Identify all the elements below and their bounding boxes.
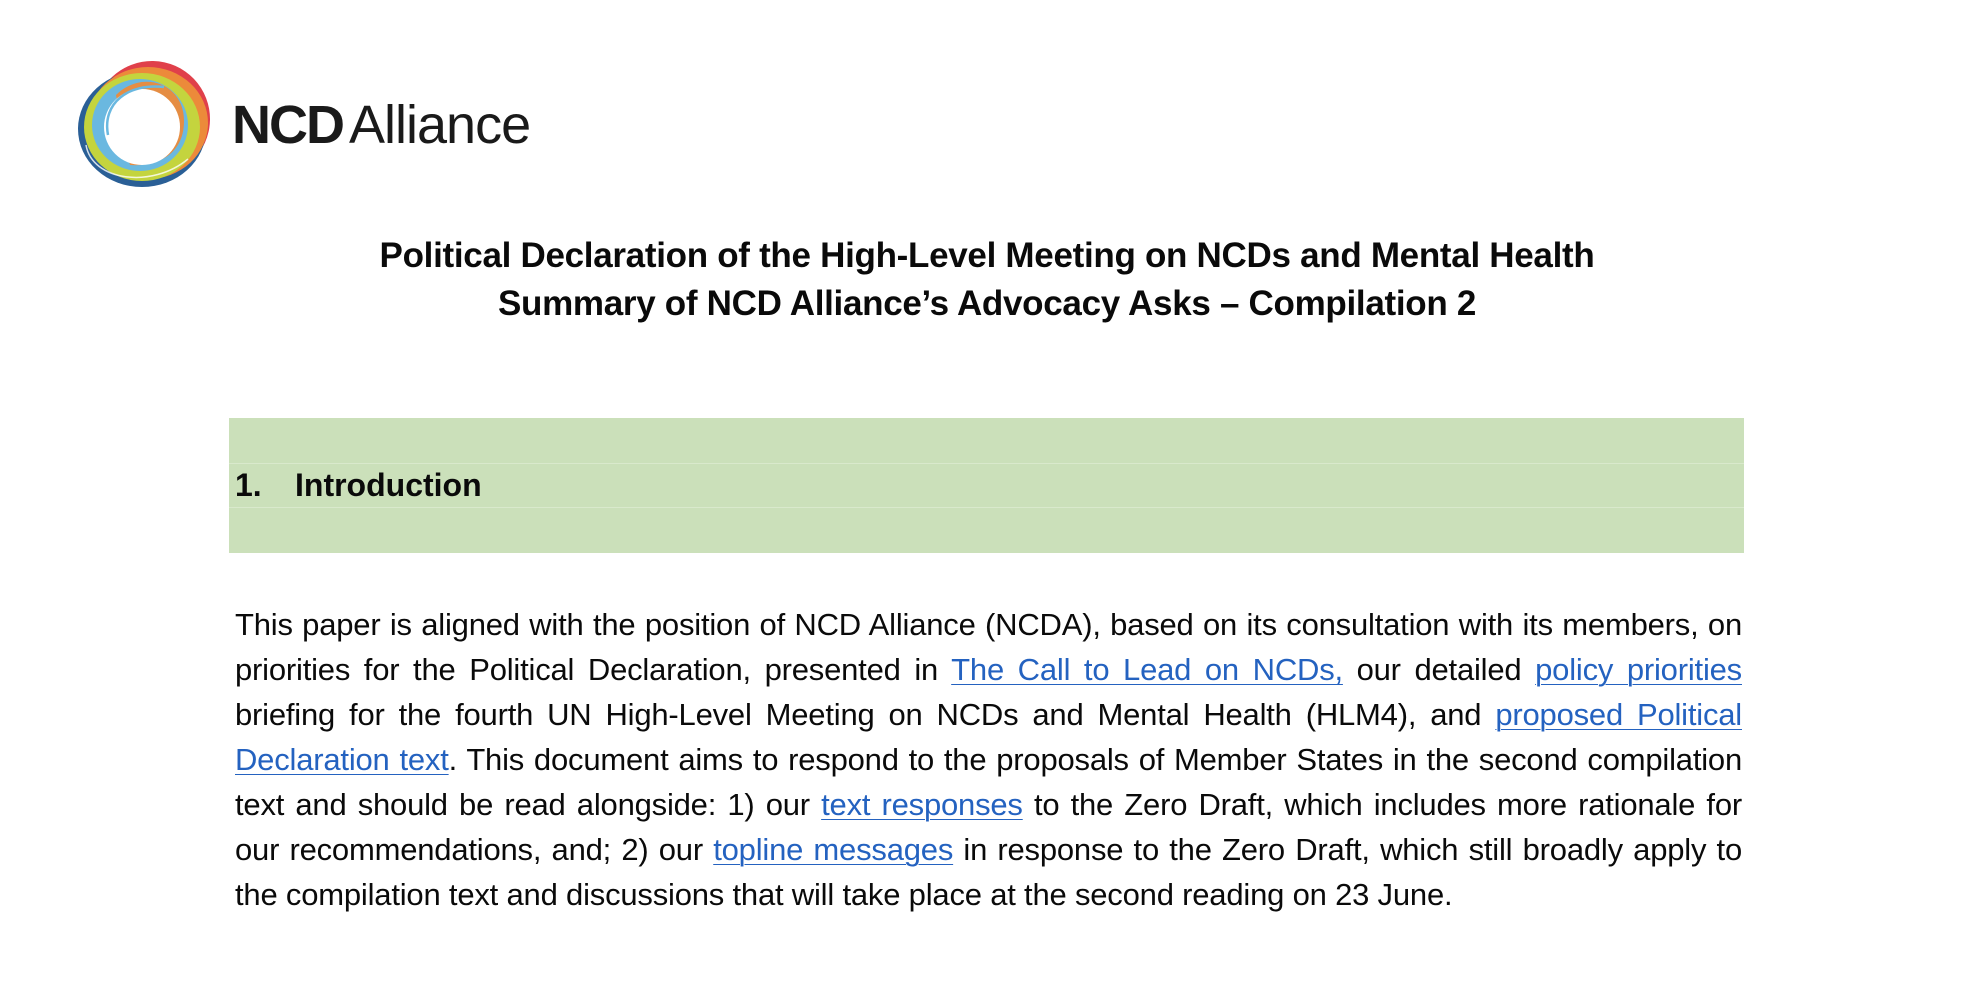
ncd-alliance-ring-icon [72, 55, 218, 195]
link-policy-priorities[interactable]: policy priorities [1535, 652, 1742, 687]
link-call-to-lead[interactable]: The Call to Lead on NCDs, [951, 652, 1343, 687]
section-number: 1. [235, 466, 262, 503]
link-topline-messages[interactable]: topline messages [713, 832, 954, 867]
section-title: Introduction [295, 466, 482, 503]
section-header-introduction [229, 418, 1744, 553]
title-line-1: Political Declaration of the High-Level Meeting on NCDs and Mental Health [379, 236, 1595, 275]
logo-wordmark-ncd: NCD [232, 94, 343, 155]
link-proposed-political-declaration-text[interactable]: proposed Political Declaration text [235, 697, 1742, 777]
paragraph-text: in response to the Zero Draft, which still broadly apply to the compilation text and discussions that will take place at the second reading on 23 June. [235, 832, 1742, 912]
ncd-alliance-logo [72, 52, 530, 197]
section-heading [235, 463, 482, 507]
logo-wordmark-alliance: Alliance [349, 94, 531, 155]
paragraph-text: This paper is aligned with the position of NCD Alliance (NCDA), based on its consultation with its members, on priorities for the Political Declaration, presented in [235, 607, 1742, 687]
link-text-responses[interactable]: text responses [821, 787, 1023, 822]
section-divider-bottom [229, 507, 1744, 508]
paragraph-text: briefing for the fourth UN High-Level Meeting on NCDs and Mental Health (HLM4), and [235, 697, 1496, 732]
logo-wordmark [232, 94, 531, 155]
document-title [0, 232, 1974, 328]
paragraph-text: . This document aims to respond to the proposals of Member States in the second compilation text and should be read alongside: 1) our [235, 742, 1743, 822]
paragraph-text: to the Zero Draft, which includes more rationale for our recommendations, and; 2) our [235, 787, 1742, 867]
title-line-2: Summary of NCD Alliance’s Advocacy Asks – Compilation 2 [497, 284, 1477, 323]
introduction-paragraph [235, 602, 1742, 917]
paragraph-text: our detailed [1342, 652, 1536, 687]
